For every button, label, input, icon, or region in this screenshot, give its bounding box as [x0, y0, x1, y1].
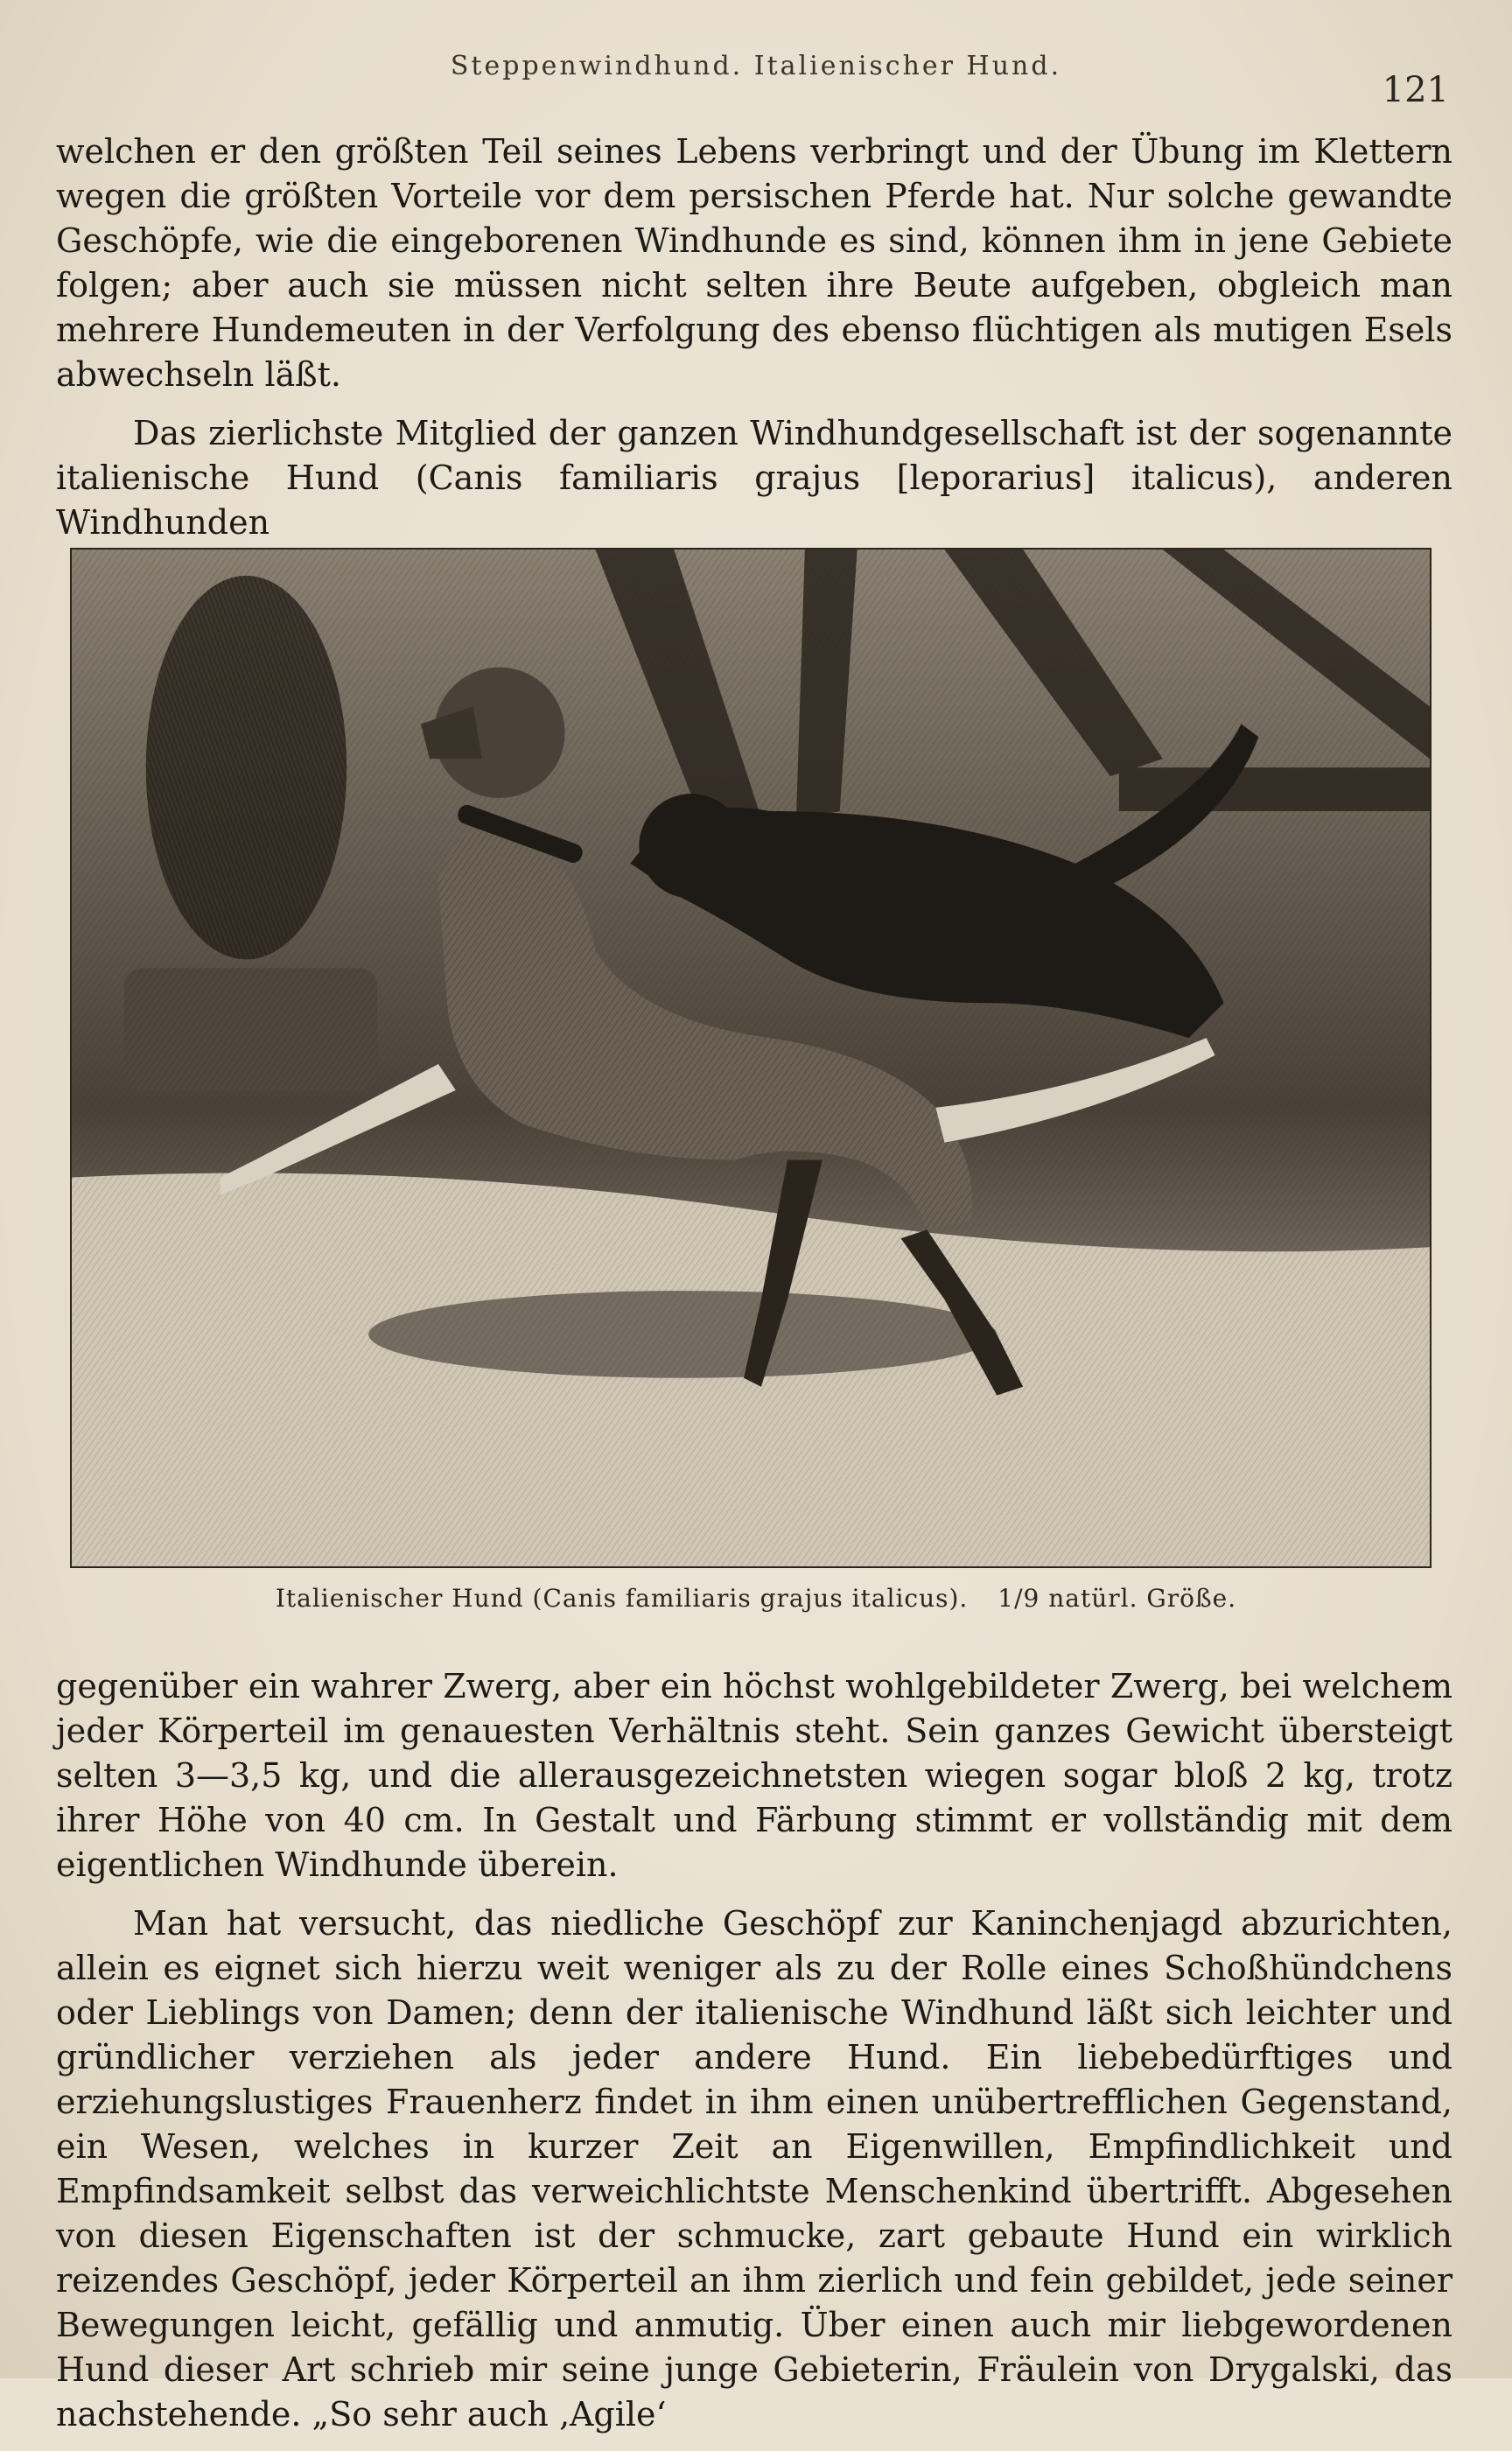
- scale-note: 1/9 natürl. Größe.: [998, 1584, 1237, 1613]
- text-block-bottom: [56, 1664, 1452, 2451]
- caption-text: Italienischer Hund (Canis familiaris grajus italicus).: [275, 1584, 969, 1613]
- paragraph: Das zierlichste Mitglied der ganzen Windhundgesellschaft ist der sogenannte italienische Hund (Canis familiaris grajus [leporarius] italicus), anderen Windhunden: [56, 414, 1452, 542]
- figure-caption: [0, 1584, 1512, 1613]
- page-number: 121: [1382, 70, 1449, 110]
- engraving-illustration: [70, 548, 1432, 1568]
- paragraph: gegenüber ein wahrer Zwerg, aber ein höchst wohlgebildeter Zwerg, bei welchem jeder Körperteil im genauesten Verhältnis steht. Sein ganzes Gewicht übersteigt selten 3—3,5 kg, und die allerausgezeichnetsten wiegen sogar bloß 2 kg, trotz ihrer Höhe von 40 cm. In Gestalt und Färbung stimmt er vollständig mit dem eigentlichen Windhunde überein.: [56, 1667, 1452, 1884]
- running-head: Steppenwindhund. Italienischer Hund.: [450, 51, 1062, 81]
- italian-greyhound-engraving: [72, 550, 1430, 1566]
- paragraph: Man hat versucht, das niedliche Geschöpf zur Kaninchenjagd abzurichten, allein es eignet sich hierzu weit weniger als zu der Rolle eines Schoßhündchens oder Lieblings von Damen; denn der italienische Windhund läßt sich leichter und gründlicher verziehen als jeder andere Hund. Ein liebebedürftiges und erziehungslustiges Frauenherz findet in ihm einen unübertrefflichen Gegenstand, ein Wesen, welches in kurzer Zeit an Eigenwillen, Empfindlichkeit und Empfindsamkeit selbst das verweichlichtste Menschenkind übertrifft. Abgesehen von diesen Eigenschaften ist der schmucke, zart gebaute Hund ein wirklich reizendes Geschöpf, jeder Körperteil an ihm zierlich und fein gebildet, jede seiner Bewegungen leicht, gefällig und anmutig. Über einen auch mir liebgewordenen Hund dieser Art schrieb mir seine junge Gebieterin, Fräulein von Drygalski, das nachstehende. „So sehr auch ‚Agile‘: [56, 1904, 1452, 2433]
- paragraph: welchen er den größten Teil seines Lebens verbringt und der Übung im Klettern wegen die größten Vorteile vor dem persischen Pferde hat. Nur solche gewandte Geschöpfe, wie die eingeborenen Windhunde es sind, können ihm in jene Gebiete folgen; aber auch sie müssen nicht selten ihre Beute aufgeben, obgleich man mehrere Hundemeuten in der Verfolgung des ebenso flüchtigen als mutigen Esels abwechseln läßt.: [56, 132, 1452, 394]
- text-block-top: [56, 130, 1452, 559]
